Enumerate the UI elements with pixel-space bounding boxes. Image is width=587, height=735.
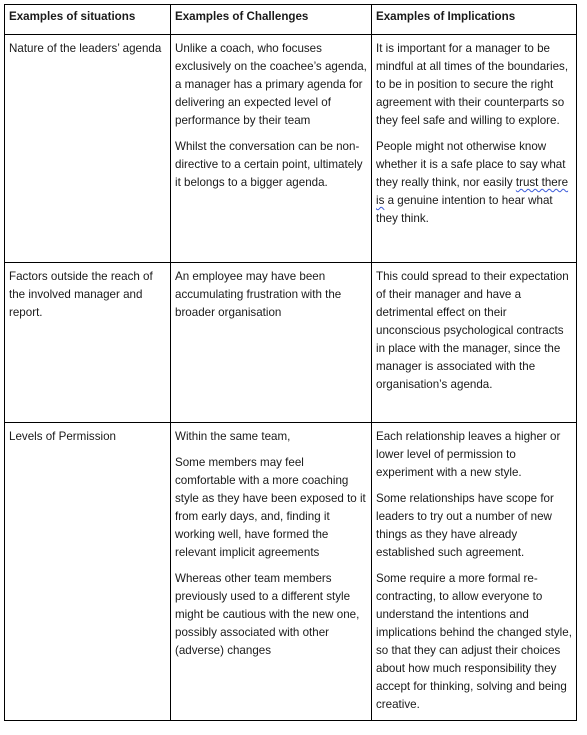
implications-cell — [372, 35, 577, 263]
implications-cell — [372, 423, 577, 721]
spellcheck-underlined-text: trust there is — [376, 176, 569, 207]
challenge-paragraph: Within the same team, — [175, 430, 291, 443]
challenge-paragraph: Whereas other team members previously used to a different style might be cautious with the new one, possibly associated with other (adverse) changes — [175, 572, 360, 657]
table-row — [5, 35, 577, 263]
challenge-paragraph: Some members may feel comfortable with a more coaching style as they have been exposed to it from early days, and, finding it working well, have formed the relevant implicit agreements — [175, 456, 366, 559]
challenges-cell — [171, 263, 372, 423]
challenge-paragraph: Whilst the conversation can be non-directive to a certain point, ultimately it belongs to a bigger agenda. — [175, 140, 363, 189]
header-challenges: Examples of Challenges — [171, 5, 372, 35]
implication-paragraph: Some relationships have scope for leaders to try out a number of new things as they have already established such agreement. — [376, 492, 554, 559]
situations-table — [4, 4, 577, 721]
situation-text: Levels of Permission — [9, 430, 116, 443]
implication-text: People might not otherwise know whether it is a safe place to say what they really think, nor easily — [376, 140, 566, 189]
implication-paragraph: It is important for a manager to be mindful at all times of the boundaries, to be in position to secure the right agreement with their counterparts so they feel safe and willing to explore. — [376, 42, 569, 127]
situation-cell — [5, 423, 171, 721]
implication-paragraph — [376, 138, 572, 228]
situation-text: Factors outside the reach of the involved manager and report. — [9, 270, 153, 319]
situation-text: Nature of the leaders’ agenda — [9, 42, 162, 55]
challenges-cell — [171, 423, 372, 721]
implications-cell — [372, 263, 577, 423]
table-header-row — [5, 5, 577, 35]
situation-cell — [5, 35, 171, 263]
implication-text-tail: a genuine intention to hear what they think. — [376, 194, 553, 225]
header-situations: Examples of situations — [5, 5, 171, 35]
table-row — [5, 423, 577, 721]
table-row — [5, 263, 577, 423]
challenge-paragraph: An employee may have been accumulating frustration with the broader organisation — [175, 270, 342, 319]
implication-paragraph: Each relationship leaves a higher or lower level of permission to experiment with a new style. — [376, 430, 561, 479]
header-implications: Examples of Implications — [372, 5, 577, 35]
challenges-cell — [171, 35, 372, 263]
challenge-paragraph: Unlike a coach, who focuses exclusively on the coachee’s agenda, a manager has a primary agenda for delivering an expected level of performance by their team — [175, 42, 367, 127]
situation-cell — [5, 263, 171, 423]
implication-paragraph: This could spread to their expectation of their manager and have a detrimental effect on their unconscious psychological contracts in place with the manager, since the manager is associated with the organisation’s agenda. — [376, 270, 569, 391]
implication-paragraph: Some require a more formal re-contracting, to allow everyone to understand the intentions and implications behind the changed style, so that they can adjust their choices about how much responsibility they accept for thinking, solving and being creative. — [376, 572, 572, 711]
